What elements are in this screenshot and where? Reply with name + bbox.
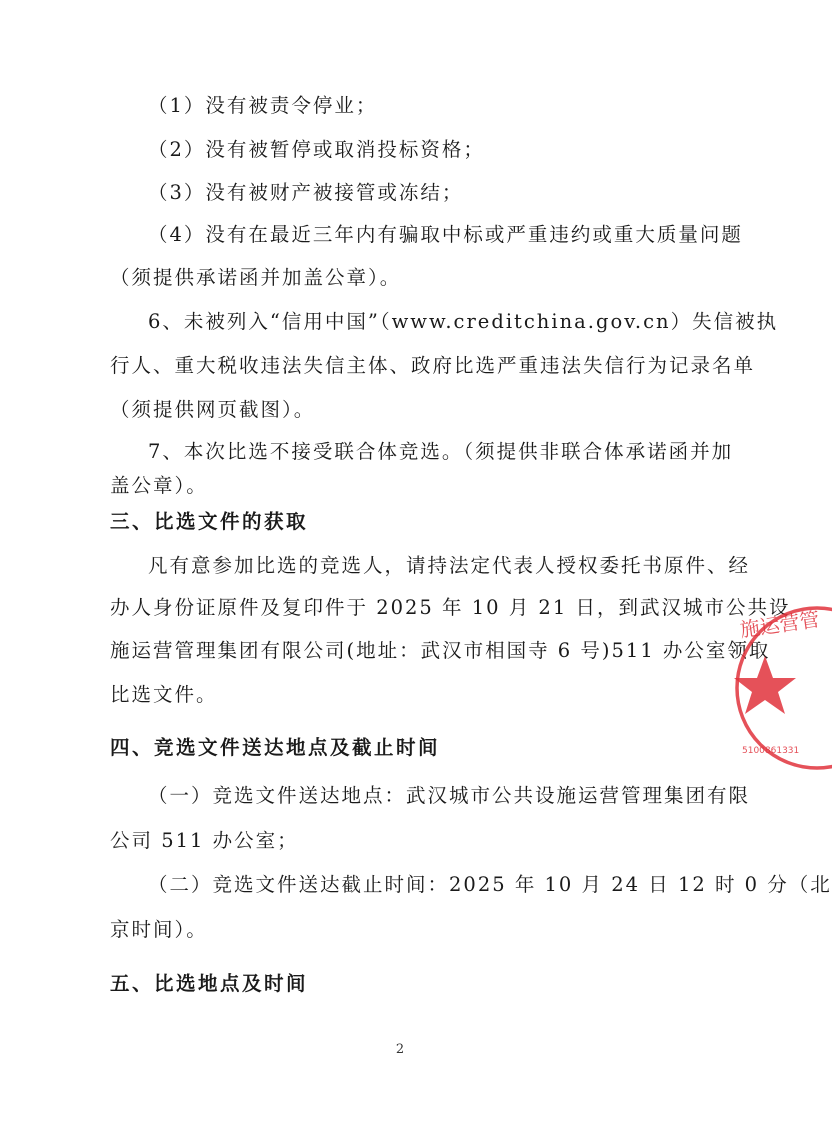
item-1: （1）没有被责令停业； (148, 94, 378, 117)
section-3-line-4: 比选文件。 (110, 683, 218, 706)
seal-text: 施运营管 (738, 607, 821, 642)
section-3-line-3: 施运营管理集团有限公司(地址：武汉市相国寺 6 号)511 办公室领取 (110, 639, 771, 662)
item-6-line-1: 6、未被列入“信用中国”（www.creditchina.gov.cn）失信被执 (148, 310, 779, 333)
item-3: （3）没有被财产被接管或冻结； (148, 181, 464, 204)
section-4-line-1: （一）竞选文件送达地点：武汉城市公共设施运营管理集团有限 (148, 784, 751, 807)
section-4-line-4: 京时间）。 (110, 918, 208, 941)
item-2: （2）没有被暂停或取消投标资格； (148, 138, 485, 161)
official-seal-icon (722, 598, 832, 778)
item-7-line-1: 7、本次比选不接受联合体竞选。（须提供非联合体承诺函并加 (148, 440, 734, 463)
item-6-line-2: 行人、重大税收违法失信主体、政府比选严重违法失信行为记录名单 (110, 354, 756, 377)
item-4-continued: （须提供承诺函并加盖公章）。 (110, 266, 402, 289)
item-6-line-3: （须提供网页截图）。 (110, 398, 316, 421)
item-7-line-2: 盖公章）。 (110, 474, 208, 497)
section-3-line-2: 办人身份证原件及复印件于 2025 年 10 月 21 日，到武汉城市公共设 (110, 596, 791, 619)
section-4-line-3: （二）竞选文件送达截止时间：2025 年 10 月 24 日 12 时 0 分（北 (148, 873, 832, 896)
seal-code: 5100861331 (742, 746, 800, 756)
section-3-heading: 三、比选文件的获取 (110, 510, 309, 533)
section-5-heading: 五、比选地点及时间 (110, 972, 309, 995)
section-4-heading: 四、竞选文件送达地点及截止时间 (110, 736, 441, 759)
section-4-line-2: 公司 511 办公室； (110, 829, 299, 852)
item-4: （4）没有在最近三年内有骗取中标或严重违约或重大质量问题 (148, 223, 743, 246)
section-3-line-1: 凡有意参加比选的竞选人，请持法定代表人授权委托书原件、经 (148, 554, 751, 577)
page-number: 2 (395, 1042, 405, 1057)
